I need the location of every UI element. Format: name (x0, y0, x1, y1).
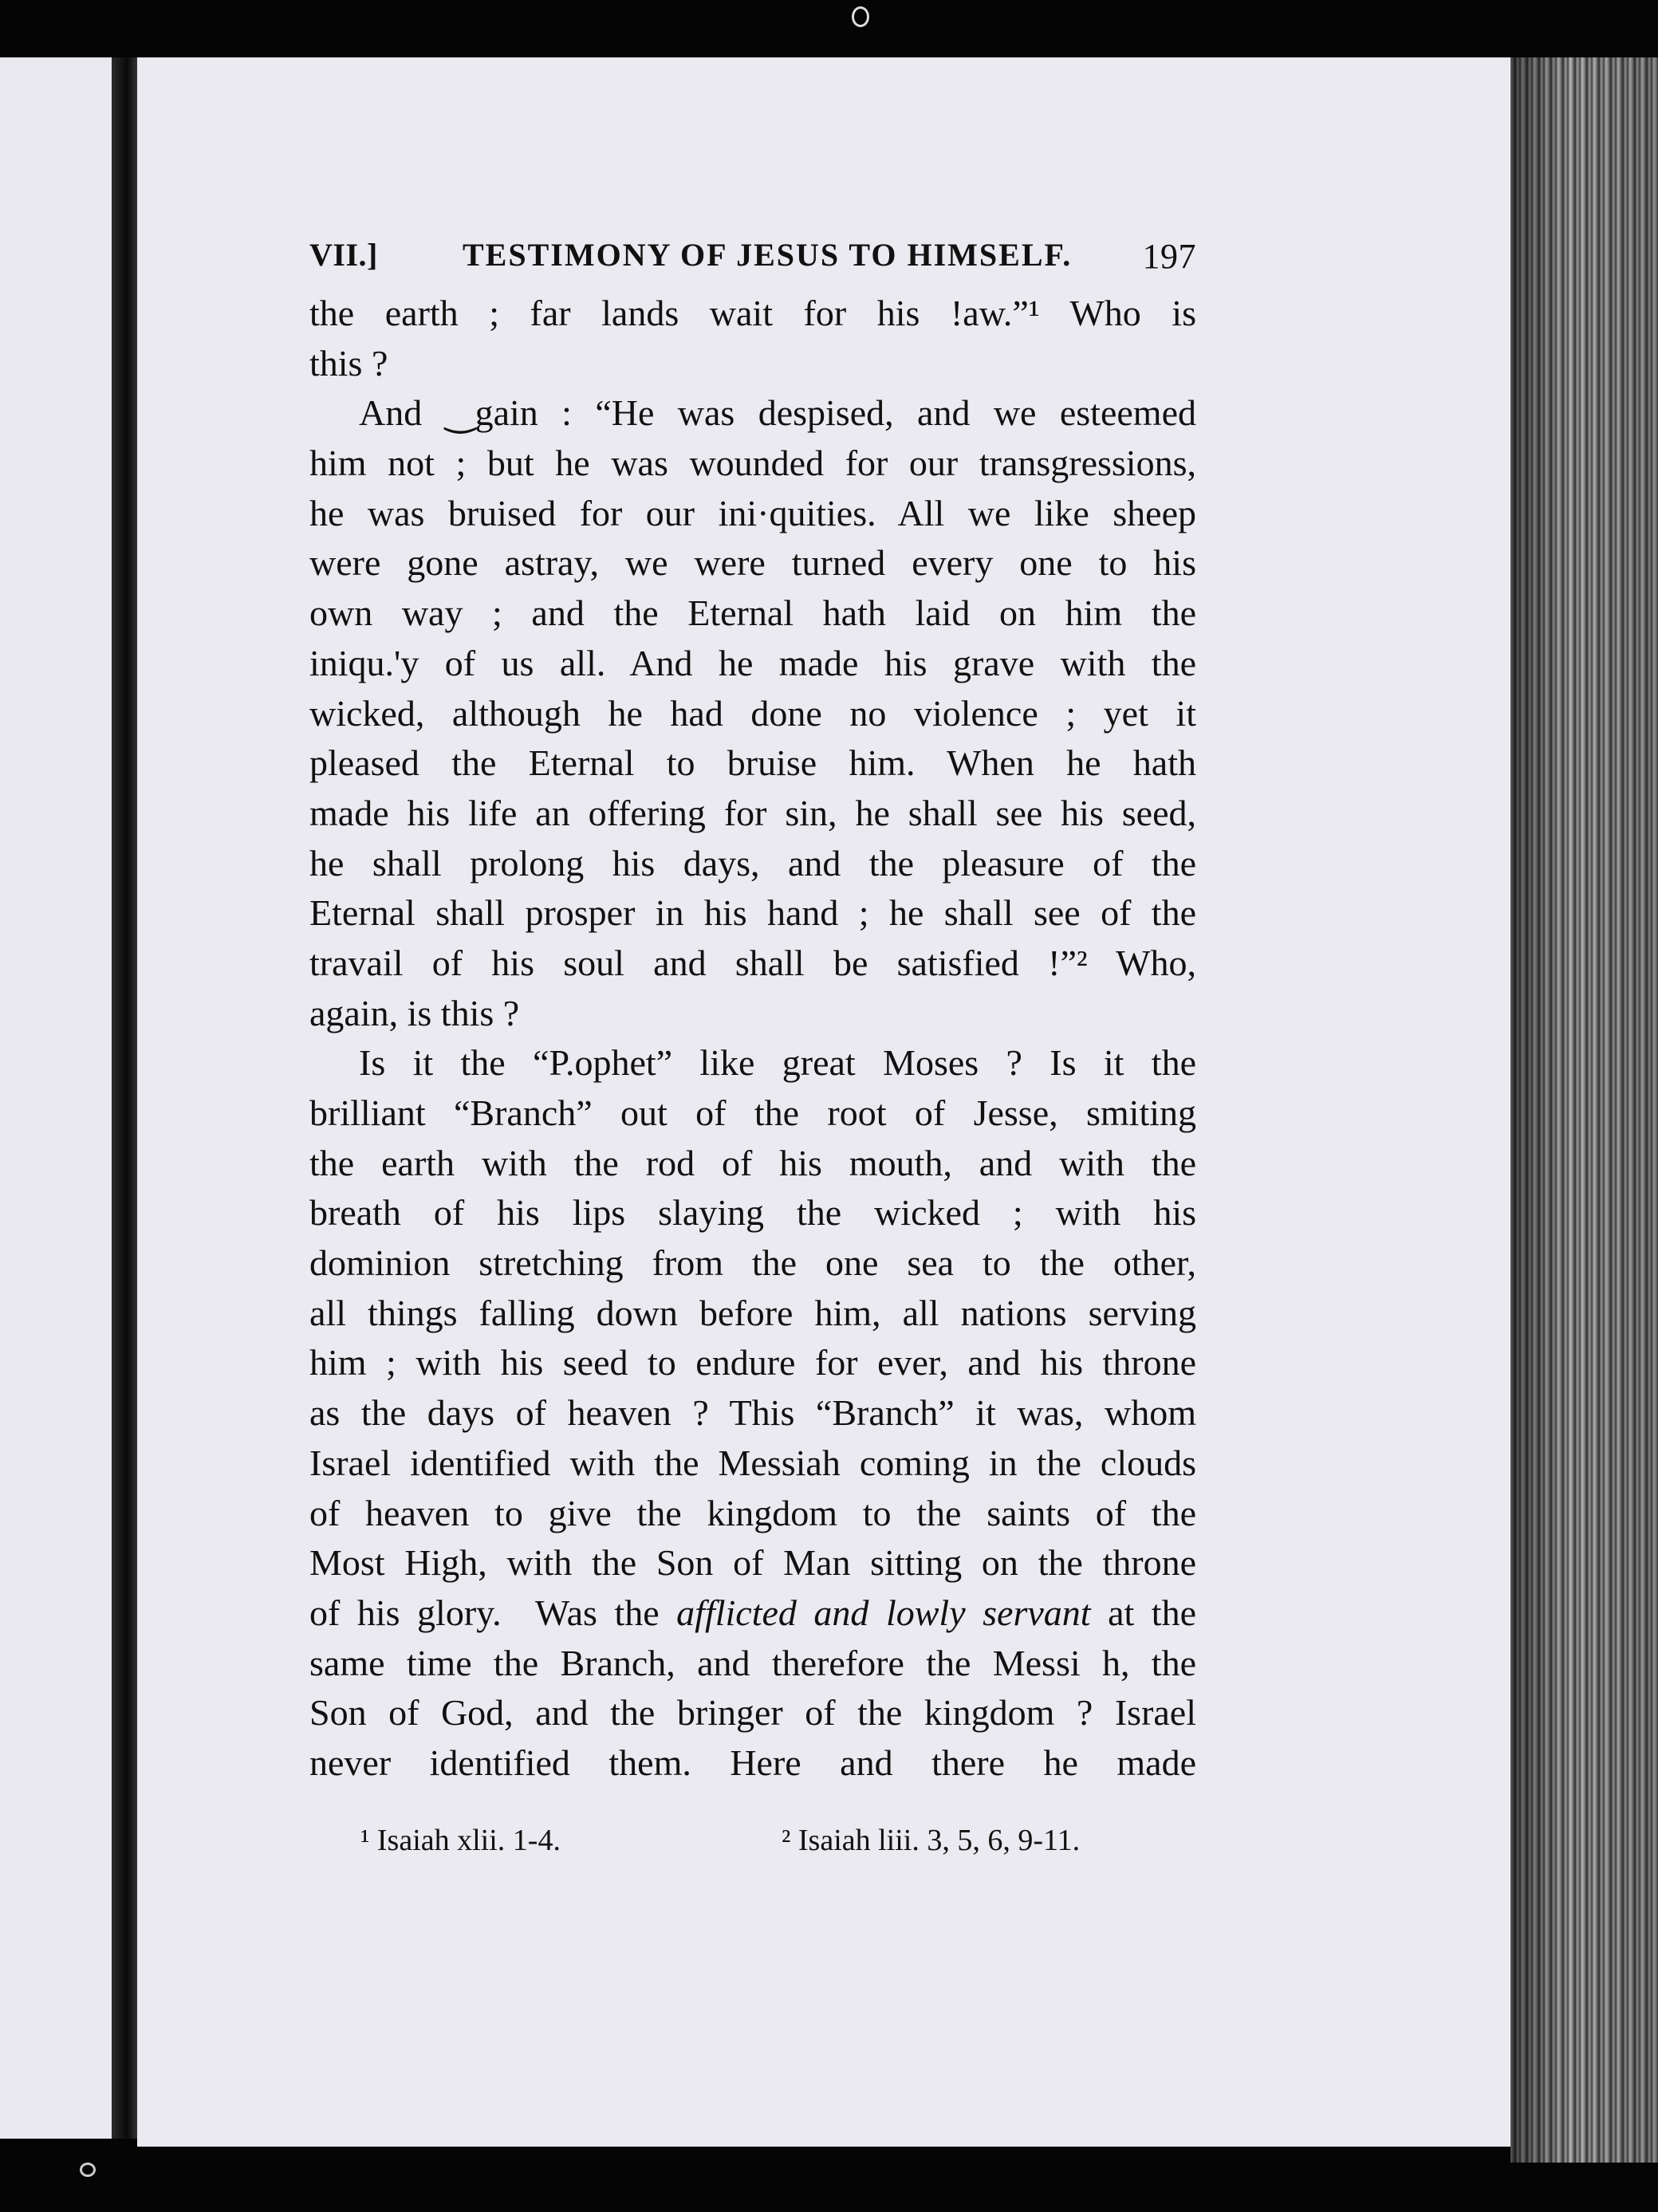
text-line: him ; with his seed to endure for ever, and his throne (309, 1342, 1196, 1383)
text-line: brilliant “Branch” out of the root of Jesse, smiting (309, 1092, 1196, 1133)
chapter-number: VII.] (309, 237, 378, 273)
text-line: the earth ; far lands wait for his !aw.”¹ Who is (309, 293, 1196, 333)
text-line: made his life an offering for sin, he shall see his seed, (309, 792, 1196, 833)
text-line: Eternal shall prosper in his hand ; he shall see of the (309, 892, 1196, 934)
text-line: own way ; and the Eternal hath laid on him the (309, 592, 1196, 634)
text-line: as the days of heaven ? This “Branch” it was, whom (309, 1392, 1196, 1434)
text-line: Is it the “P.ophet” like great Moses ? Is it the (359, 1042, 1196, 1084)
text-line: travail of his soul and shall be satisfied !”² Who, (309, 942, 1196, 983)
page-number: 197 (1142, 237, 1196, 276)
text-line: all things falling down before him, all nations serving (309, 1292, 1196, 1333)
facing-page-edge (0, 57, 112, 2139)
text-line: him not ; but he was wounded for our transgressions, (309, 443, 1196, 484)
text-line: wicked, although he had done no violence ; yet it (309, 692, 1196, 734)
footnote-1: ¹ Isaiah xlii. 1-4. (360, 1824, 561, 1857)
running-title: TESTIMONY OF JESUS TO HIMSELF. (463, 237, 1073, 273)
text-line: this ? (309, 342, 388, 384)
text-line: the earth with the rod of his mouth, and with the (309, 1142, 1196, 1183)
text-line: of his glory. Was the afflicted and lowly servant at the (309, 1592, 1197, 1633)
text-line: Israel identified with the Messiah coming in the clouds (309, 1442, 1196, 1483)
text-line: never identified them. Here and there he made (309, 1742, 1196, 1783)
text-line: iniqu.'y of us all. And he made his grave with the (309, 642, 1196, 683)
text-line: Most High, with the Son of Man sitting on the throne (309, 1542, 1196, 1584)
text-line: were gone astray, we were turned every one to his (309, 542, 1196, 584)
text-line: of heaven to give the kingdom to the saints of the (309, 1492, 1196, 1533)
italic-phrase: afflicted and lowly servant (676, 1592, 1091, 1633)
scan-artifact-mark (852, 6, 869, 27)
footnote-2: ² Isaiah liii. 3, 5, 6, 9-11. (782, 1824, 1081, 1857)
text-line: he shall prolong his days, and the pleasure of the (309, 842, 1196, 884)
text-line: breath of his lips slaying the wicked ; with his (309, 1192, 1196, 1234)
text-line: pleased the Eternal to bruise him. When he hath (309, 742, 1196, 784)
text-line: he was bruised for our ini·quities. All we like sheep (309, 492, 1196, 533)
book-gutter (112, 57, 137, 2139)
text-line: same time the Branch, and therefore the Messi h, the (309, 1642, 1196, 1683)
text-line: again, is this ? (309, 992, 520, 1033)
running-head (309, 236, 1196, 289)
page-text-block (309, 236, 1196, 1789)
footnotes (360, 1823, 1190, 1871)
body-text (309, 289, 1196, 1789)
scan-artifact-mark (80, 2163, 96, 2177)
text-line: dominion stretching from the one sea to the other, (309, 1242, 1196, 1284)
page-stack-shadow (1510, 57, 1658, 2163)
text-line: And ‿gain : “He was despised, and we esteemed (359, 392, 1196, 434)
text-line: Son of God, and the bringer of the kingdom ? Israel (309, 1692, 1196, 1734)
